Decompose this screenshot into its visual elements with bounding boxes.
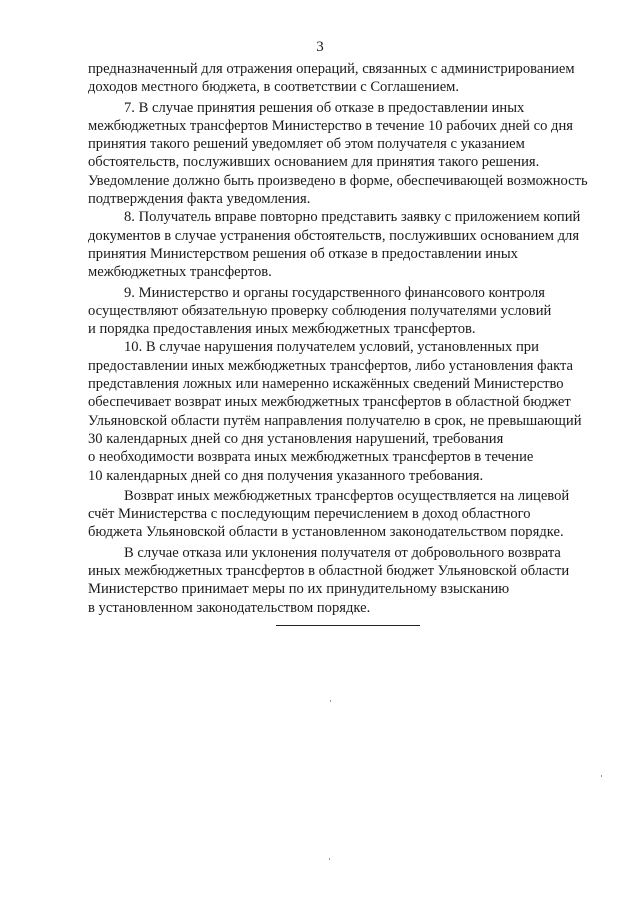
page-number: 3 [316, 39, 324, 55]
paragraph-7-line: межбюджетных трансфертов Министерство в течение 10 рабочих дней со дня [88, 117, 573, 134]
paragraph-10-line: представления ложных или намеренно искажённых сведений Министерство [88, 376, 564, 393]
paragraph-10-line: предоставлении иных межбюджетных трансфертов, либо установления факта [88, 357, 573, 374]
scan-speck [601, 775, 602, 777]
paragraph-refund-line: Возврат иных межбюджетных трансфертов осуществляется на лицевой [124, 487, 570, 504]
document-body [88, 60, 604, 617]
paragraph-10-line: 10 календарных дней со дня получения указанного требования. [88, 467, 484, 484]
paragraph-refusal-line: В случае отказа или уклонения получателя от добровольного возврата [124, 544, 561, 561]
paragraph-9-line: осуществляют обязательную проверку соблюдения получателями условий [88, 302, 552, 319]
paragraph-refusal-line: Министерство принимает меры по их принудительному взысканию [88, 581, 510, 598]
paragraph-7-line: 7. В случае принятия решения об отказе в предоставлении иных [124, 99, 525, 116]
paragraph-8-line: документов в случае устранения обстоятельств, послуживших основанием для [88, 227, 580, 244]
paragraph-continuation-line: предназначенный для отражения операций, связанных с администрированием [88, 61, 575, 77]
paragraph-9-line: и порядка предоставления иных межбюджетных трансфертов. [88, 321, 476, 338]
paragraph-10-line: обеспечивает возврат иных межбюджетных трансфертов в областной бюджет [88, 394, 571, 411]
paragraph-10-line: 30 календарных дней со дня установления нарушений, требования [88, 430, 504, 447]
paragraph-7-line: принятия такого решений уведомляет об этом получателя с указанием [88, 136, 525, 153]
paragraph-7-line: подтверждения факта уведомления. [88, 191, 311, 208]
scan-speck [329, 858, 330, 860]
paragraph-8-line: межбюджетных трансфертов. [88, 264, 272, 281]
paragraph-refusal-line: иных межбюджетных трансфертов в областной бюджет Ульяновской области [88, 563, 570, 580]
end-separator-line [276, 625, 420, 626]
paragraph-10-line: о необходимости возврата иных межбюджетных трансфертов в течение [88, 449, 534, 466]
paragraph-refund-line: бюджета Ульяновской области в установленном законодательством порядке. [88, 524, 564, 541]
paragraph-9-line: 9. Министерство и органы государственного финансового контроля [124, 284, 545, 301]
scan-speck [330, 700, 331, 702]
paragraph-refusal-line: в установленном законодательством порядке. [88, 599, 371, 616]
paragraph-7-line: Уведомление должно быть произведено в форме, обеспечивающей возможность [88, 172, 588, 189]
paragraph-8-line: принятия Министерством решения об отказе в предоставлении иных [88, 245, 518, 262]
paragraph-10-line: 10. В случае нарушения получателем условий, установленных при [124, 339, 539, 356]
paragraph-7-line: обстоятельств, послуживших основанием для принятия такого решения. [88, 154, 540, 171]
paragraph-10-line: Ульяновской области путём направления получателю в срок, не превышающий [88, 412, 582, 429]
paragraph-continuation-line: доходов местного бюджета, в соответствии с Соглашением. [88, 79, 460, 96]
paragraph-refund-line: счёт Министерства с последующим перечислением в доход областного [88, 506, 531, 523]
paragraph-8-line: 8. Получатель вправе повторно представить заявку с приложением копий [124, 209, 581, 226]
